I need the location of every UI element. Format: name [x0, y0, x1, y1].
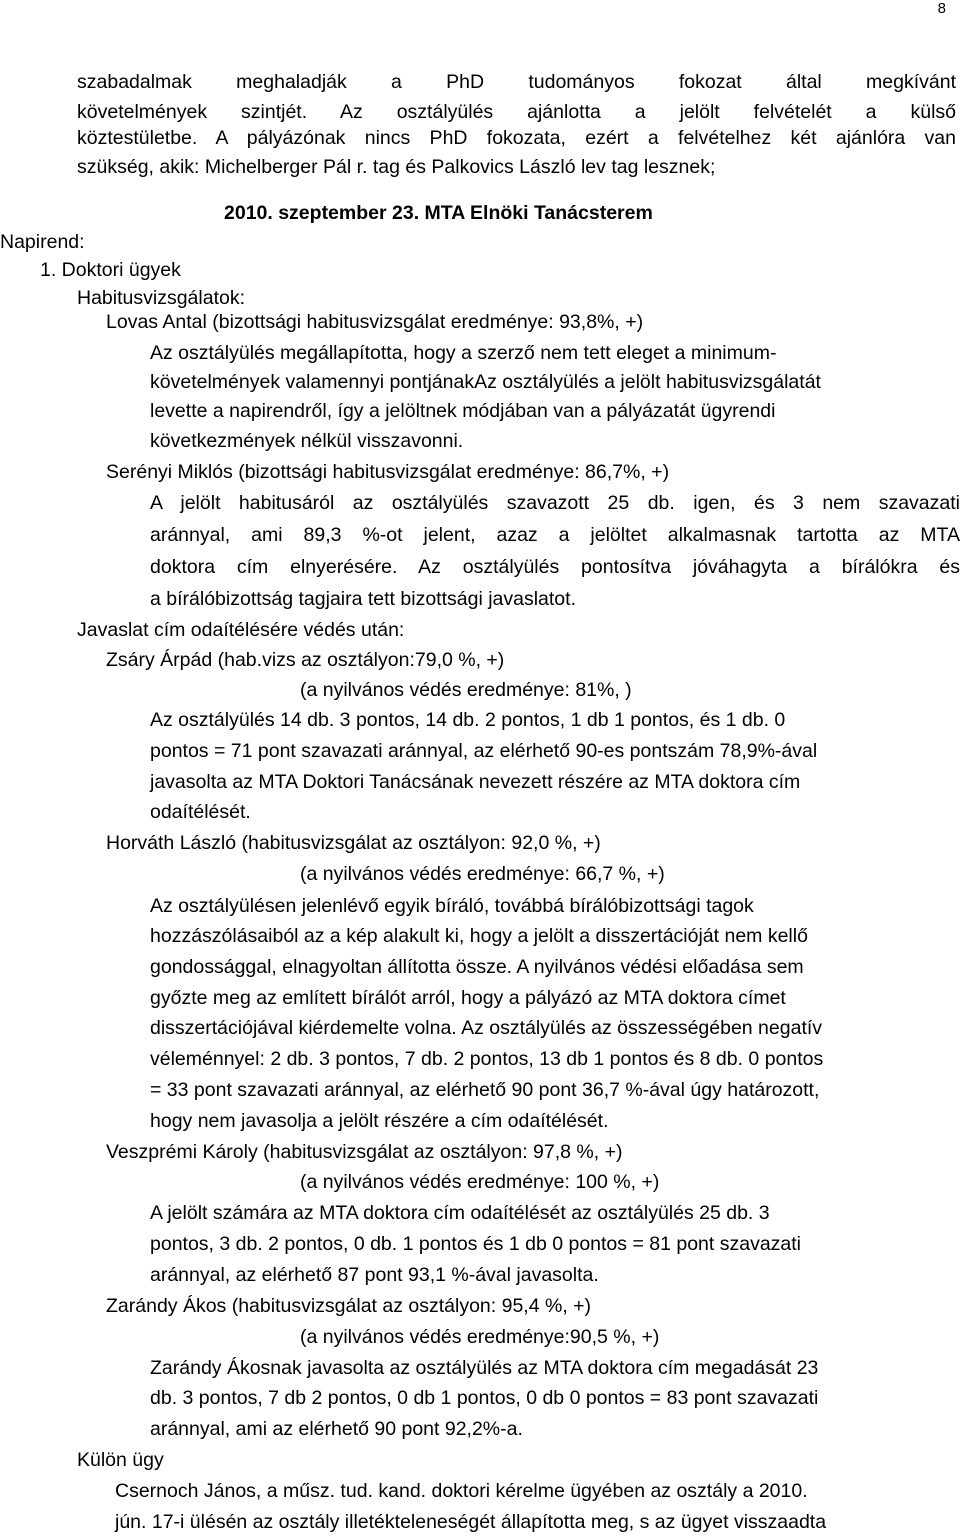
agenda-item: 1. Doktori ügyek — [40, 259, 181, 281]
horvath-line: véleménnyel: 2 db. 3 pontos, 7 db. 2 pontos, 13 db 1 pontos és 8 db. 0 pontos — [150, 1048, 824, 1070]
horvath-line: Az osztályülésen jelenlévő egyik bíráló, továbbá bírálóbizottsági tagok — [150, 895, 754, 917]
meeting-heading: 2010. szeptember 23. MTA Elnöki Tanácsterem — [224, 202, 653, 224]
csernoch-line: jún. 17-i ülésén az osztály illetékteleneségét állapította meg, s az ügyet visszaadta — [115, 1511, 827, 1533]
proposal-label: Javaslat cím odaítélésére védés után: — [77, 619, 405, 641]
horvath-line: disszertációjával kiérdemelte volna. Az osztályülés az összességében negatív — [150, 1017, 823, 1039]
lovas-line: levette a napirendről, így a jelöltnek módjában van a pályázatát ügyrendi — [150, 400, 776, 422]
horvath-public-result: (a nyilvános védés eredménye: 66,7 %, +) — [300, 863, 665, 885]
horvath-line: győzte meg az említett bírálót arról, hogy a pályázó az MTA doktora címet — [150, 987, 786, 1009]
intro-line: szabadalmak meghaladják a PhD tudományos fokozat által megkívánt — [77, 71, 956, 93]
serenyi-line: a bírálóbizottság tagjaira tett bizottsági javaslatot. — [150, 588, 576, 610]
intro-line: szükség, akik: Michelberger Pál r. tag és Palkovics László lev tag lesznek; — [77, 156, 716, 178]
serenyi-line: A jelölt habitusáról az osztályülés szavazott 25 db. igen, és 3 nem szavazati — [150, 492, 960, 514]
zsary-line: javasolta az MTA Doktori Tanácsának nevezett részére az MTA doktora cím — [150, 771, 801, 793]
veszpremi-line: pontos, 3 db. 2 pontos, 0 db. 1 pontos és 1 db 0 pontos = 81 pont szavazati — [150, 1233, 802, 1255]
csernoch-line: Csernoch János, a műsz. tud. kand. doktori kérelme ügyében az osztály a 2010. — [115, 1480, 808, 1502]
candidate-horvath-title: Horváth László (habitusvizsgálat az osztályon: 92,0 %, +) — [106, 832, 601, 854]
zsary-line: pontos = 71 pont szavazati aránnyal, az elérhető 90-es pontszám 78,9%-ával — [150, 740, 818, 762]
zsary-public-result: (a nyilvános védés eredménye: 81%, ) — [300, 679, 632, 701]
separate-matter-label: Külön ügy — [77, 1449, 164, 1471]
horvath-line: hozzászólásaiból az a kép alakult ki, hogy a jelölt a disszertációját nem kellő — [150, 925, 808, 947]
zarandy-line: aránnyal, ami az elérhető 90 pont 92,2%-a. — [150, 1418, 523, 1440]
serenyi-line: doktora cím elnyerésére. Az osztályülés pontosítva jóváhagyta a bírálókra és — [150, 556, 960, 578]
serenyi-line: aránnyal, ami 89,3 %-ot jelent, azaz a jelöltet alkalmasnak tartotta az MTA — [150, 524, 960, 546]
agenda-label: Napirend: — [0, 231, 85, 253]
intro-line: követelmények szintjét. Az osztályülés ajánlotta a jelölt felvételét a külső — [77, 101, 956, 123]
candidate-lovas-title: Lovas Antal (bizottsági habitusvizsgálat eredménye: 93,8%, +) — [106, 311, 644, 333]
horvath-line: = 33 pont szavazati aránnyal, az elérhető 90 pont 36,7 %-ával úgy határozott, — [150, 1079, 820, 1101]
zarandy-public-result: (a nyilvános védés eredménye:90,5 %, +) — [300, 1326, 660, 1348]
lovas-line: követelmények valamennyi pontjánakAz osztályülés a jelölt habitusvizsgálatát — [150, 371, 821, 393]
veszpremi-line: A jelölt számára az MTA doktora cím odaítélését az osztályülés 25 db. 3 — [150, 1202, 770, 1224]
veszpremi-public-result: (a nyilvános védés eredménye: 100 %, +) — [300, 1171, 660, 1193]
lovas-line: következmények nélkül visszavonni. — [150, 430, 464, 452]
zsary-line: odaítélését. — [150, 801, 251, 823]
intro-line: köztestületbe. A pályázónak nincs PhD fokozata, ezért a felvételhez két ajánlóra van — [77, 127, 956, 149]
horvath-line: hogy nem javasolja a jelölt részére a cím odaítélését. — [150, 1110, 609, 1132]
zarandy-line: db. 3 pontos, 7 db 2 pontos, 0 db 1 pontos, 0 db 0 pontos = 83 pont szavazati — [150, 1387, 819, 1409]
page-number: 8 — [937, 0, 946, 17]
habitus-label: Habitusvizsgálatok: — [77, 287, 245, 309]
horvath-line: gondossággal, elnagyoltan állította össze. A nyilvános védési előadása sem — [150, 956, 804, 978]
candidate-serenyi-title: Serényi Miklós (bizottsági habitusvizsgálat eredménye: 86,7%, +) — [106, 461, 670, 483]
candidate-veszpremi-title: Veszprémi Károly (habitusvizsgálat az osztályon: 97,8 %, +) — [106, 1141, 623, 1163]
zsary-line: Az osztályülés 14 db. 3 pontos, 14 db. 2 pontos, 1 db 1 pontos, és 1 db. 0 — [150, 709, 786, 731]
veszpremi-line: aránnyal, az elérhető 87 pont 93,1 %-ával javasolta. — [150, 1264, 599, 1286]
lovas-line: Az osztályülés megállapította, hogy a szerző nem tett eleget a minimum- — [150, 342, 777, 364]
candidate-zsary-title: Zsáry Árpád (hab.vizs az osztályon:79,0 %, +) — [106, 649, 505, 671]
candidate-zarandy-title: Zarándy Ákos (habitusvizsgálat az osztályon: 95,4 %, +) — [106, 1295, 592, 1317]
zarandy-line: Zarándy Ákosnak javasolta az osztályülés az MTA doktora cím megadását 23 — [150, 1357, 819, 1379]
